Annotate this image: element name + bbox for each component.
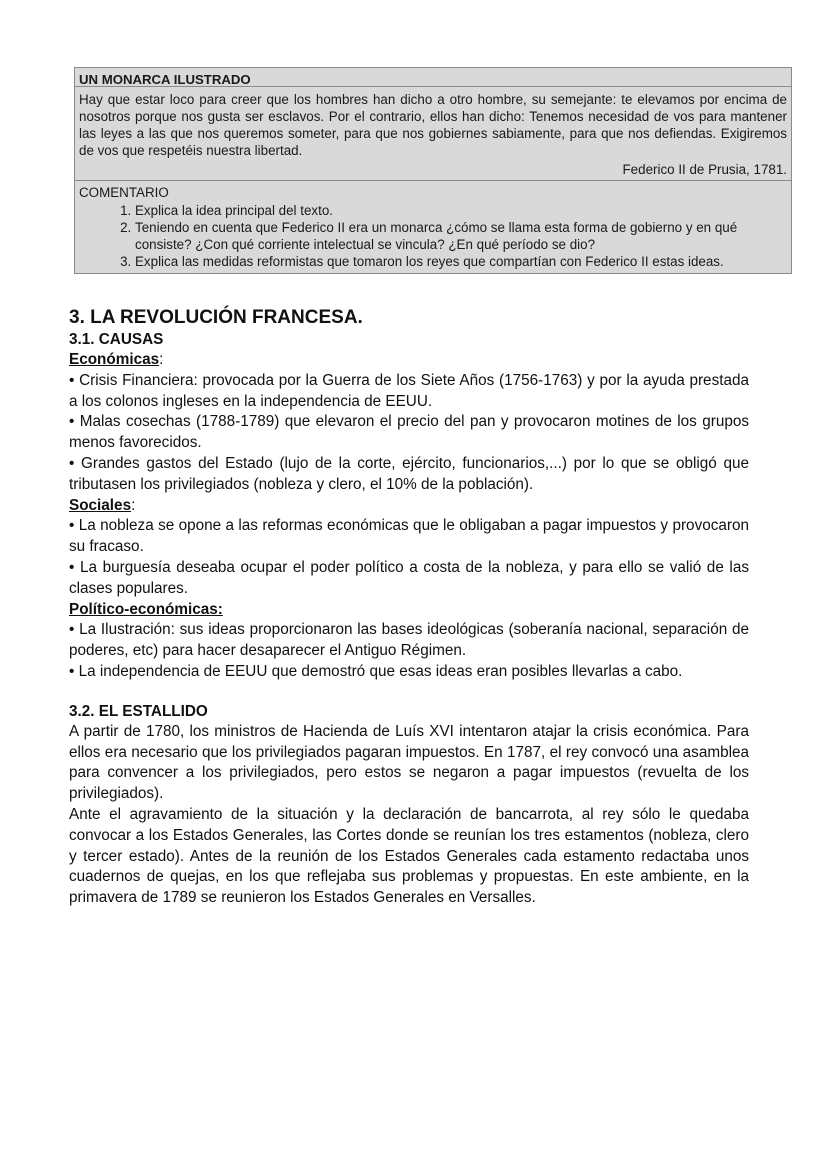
question-list bbox=[79, 202, 787, 270]
outbreak-title: 3.2. EL ESTALLIDO bbox=[69, 702, 208, 720]
economic-label: Económicas bbox=[69, 351, 160, 368]
causes-title: 3.1. CAUSAS bbox=[69, 331, 164, 348]
question-item: 2. Teniendo en cuenta que Federico II era un monarca ¿cómo se llama esta forma de gobierno y en qué consiste? ¿Con qué corriente intelectual se vincula? ¿En qué período se dio? bbox=[135, 219, 787, 253]
quote-section bbox=[75, 87, 791, 181]
question-item: 3. Explica las medidas reformistas que tomaron los reyes que compartían con Federico II estas ideas. bbox=[135, 253, 787, 270]
text-box bbox=[74, 67, 792, 274]
political-heading bbox=[69, 600, 749, 621]
main-content bbox=[69, 306, 749, 909]
economic-item: • Crisis Financiera: provocada por la Guerra de los Siete Años (1756-1763) y por la ayuda prestada a los colonos ingleses en la independencia de EEUU. bbox=[69, 371, 749, 410]
political-item: • La independencia de EEUU que demostró que esas ideas eran posibles llevarlas a cabo. bbox=[69, 662, 683, 680]
quote-text: Hay que estar loco para creer que los hombres han dicho a otro hombre, su semejante: te elevamos por encima de nosotros porque nos gusta ser esclavos. Por el contrario, ellos han dicho: Tenemos necesidad de vos para mantener las leyes a las que nos queremos someter, para que nos gobiernes sabiamente, para que nos defiendas. Exigiremos de vos que respetéis nuestra libertad. bbox=[79, 92, 787, 158]
social-heading: Sociales: bbox=[69, 496, 136, 514]
political-label: Político-económicas: bbox=[69, 600, 223, 618]
question-item: 1. Explica la idea principal del texto. bbox=[135, 202, 787, 219]
social-item: • La burguesía deseaba ocupar el poder político a costa de la nobleza, y para ello se valió de las clases populares. bbox=[69, 558, 749, 597]
comment-title: COMENTARIO bbox=[79, 185, 169, 200]
social-item: • La nobleza se opone a las reformas económicas que le obligaban a pagar impuestos y provocaron su fracaso. bbox=[69, 517, 749, 556]
economic-heading: Económicas: bbox=[69, 351, 164, 368]
section-title: 3. LA REVOLUCIÓN FRANCESA. bbox=[69, 307, 363, 328]
box-title: UN MONARCA ILUSTRADO bbox=[75, 68, 791, 87]
comment-section bbox=[75, 181, 791, 273]
political-item: • La Ilustración: sus ideas proporcionaron las bases ideológicas (soberanía nacional, separación de poderes, etc) para hacer desaparecer el Antiguo Régimen. bbox=[69, 621, 749, 660]
outbreak-paragraph: Ante el agravamiento de la situación y la declaración de bancarrota, al rey sólo le quedaba convocar a los Estados Generales, las Cortes donde se reunían los tres estamentos (nobleza, clero y tercer estado). Antes de la reunión de los Estados Generales cada estamento redactaba unos cuadernos de quejas, en los que reflejaba sus problemas y propuestas. En este ambiente, en la primavera de 1789 se reunieron los Estados Generales en Versalles. bbox=[69, 805, 749, 907]
outbreak-paragraph: A partir de 1780, los ministros de Hacienda de Luís XVI intentaron atajar la crisis económica. Para ellos era necesario que los privilegiados pagaran impuestos. En 1787, el rey convocó una asamblea para convencer a los privilegiados, pero estos se negaron a pagar impuestos (revuelta de los privilegiados). bbox=[69, 722, 749, 803]
economic-item: • Grandes gastos del Estado (lujo de la corte, ejército, funcionarios,...) por lo que se obligó que tributasen los privilegiados (nobleza y clero, el 10% de la población). bbox=[69, 454, 749, 493]
quote-author: Federico II de Prusia, 1781. bbox=[622, 162, 787, 177]
economic-item: • Malas cosechas (1788-1789) que elevaron el precio del pan y provocaron motines de los grupos menos favorecidos. bbox=[69, 413, 749, 452]
social-label: Sociales bbox=[69, 496, 132, 514]
